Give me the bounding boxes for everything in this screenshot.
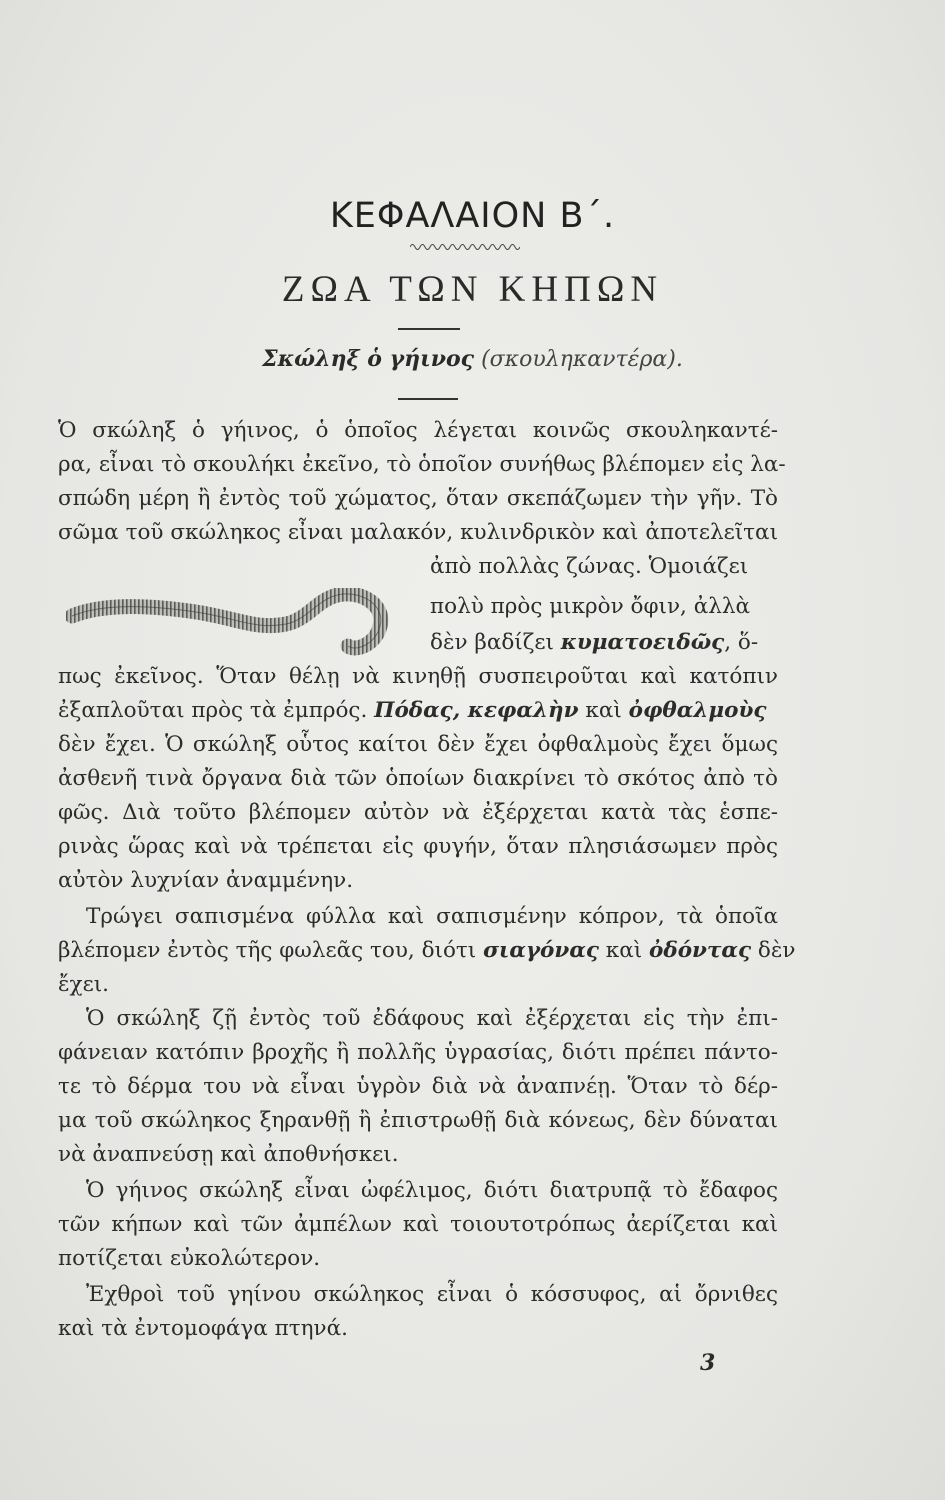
text-line-13: ρινὰς ὥρας καὶ νὰ τρέπεται εἰς φυγήν, ὅταν πλησιάσωμεν πρὸς [58, 834, 778, 859]
text-line-20: τε τὸ δέρμα του νὰ εἶναι ὑγρὸν διὰ νὰ ἀναπνέῃ. Ὅταν τὸ δέρ- [58, 1074, 778, 1099]
text-line-21: μα τοῦ σκώληκος ξηρανθῇ ἢ ἐπιστρωθῇ διὰ κόνεως, δὲν δύναται [58, 1108, 778, 1133]
section-title: ΖΩΑ ΤΩΝ ΚΗΠΩΝ [281, 269, 664, 310]
text-line-11: ἀσθενῆ τινὰ ὄργανα διὰ τῶν ὁποίων διακρίνει τὸ σκότος ἀπὸ τὸ [58, 766, 778, 791]
text-line-16 [58, 938, 795, 963]
text-segment: ἐξαπλοῦται πρὸς τὰ ἐμπρός. [58, 698, 375, 723]
text-line-10: δὲν ἔχει. Ὁ σκώληξ οὗτος καίτοι δὲν ἔχει ὀφθαλμοὺς ἔχει ὅμως [58, 732, 778, 757]
subtitle-rule [398, 398, 458, 400]
text-segment: δὲν [751, 938, 796, 963]
emphasis-text: ὀδόντας [649, 938, 752, 963]
wavy-ornament [410, 242, 520, 252]
text-line-3: σπώδη μέρη ἢ ἐντὸς τοῦ χώματος, ὅταν σκεπάζωμεν τὴν γῆν. Τὸ [58, 486, 778, 511]
text-segment: βλέπομεν ἐντὸς τῆς φωλεᾶς του, διότι [58, 938, 484, 963]
text-line-22: νὰ ἀναπνεύσῃ καὶ ἀποθνήσκει. [58, 1142, 399, 1167]
subsection-heading [0, 346, 945, 372]
emphasis-text: σιαγόνας [483, 938, 599, 963]
text-line-25: ποτίζεται εὐκολώτερον. [58, 1246, 321, 1271]
text-segment: καὶ [598, 938, 650, 963]
text-line-2: ρα, εἶναι τὸ σκουλήκι ἐκεῖνο, τὸ ὁποῖον συνήθως βλέπομεν εἰς λα- [58, 452, 786, 477]
text-line-15: Τρώγει σαπισμένα φύλλα καὶ σαπισμένην κόπρον, τὰ ὁποῖα [86, 904, 778, 929]
text-line-19: φάνειαν κατόπιν βροχῆς ἢ πολλῆς ὑγρασίας, διότι πρέπει πάντο- [58, 1040, 778, 1065]
text-line-8: πως ἐκεῖνος. Ὅταν θέλῃ νὰ κινηθῇ συσπειροῦται καὶ κατόπιν [58, 664, 778, 689]
page-number: 3 [700, 1350, 716, 1376]
text-line-14: αὐτὸν λυχνίαν ἀναμμένην. [58, 868, 354, 893]
emphasis-text: ὀφθαλμοὺς [628, 698, 767, 723]
emphasis-text: Πόδας, κεφαλὴν [374, 698, 579, 723]
text-segment: καὶ [578, 698, 629, 723]
text-line-26: Ἐχθροὶ τοῦ γηίνου σκώληκος εἶναι ὁ κόσσυφος, αἱ ὄρνιθες [86, 1282, 778, 1307]
text-line-9 [58, 698, 766, 723]
text-line-18: Ὁ σκώληξ ζῇ ἐντὸς τοῦ ἐδάφους καὶ ἐξέρχεται εἰς τὴν ἐπι- [86, 1006, 778, 1031]
text-line-23: Ὁ γήινος σκώληξ εἶναι ὠφέλιμος, διότι διατρυπᾷ τὸ ἔδαφος [86, 1178, 778, 1203]
species-name: Σκώληξ ὁ γήινος [262, 346, 475, 372]
text-line-17: ἔχει. [58, 972, 109, 997]
text-line-7 [430, 630, 758, 655]
title-rule [398, 328, 460, 330]
chapter-heading: ΚΕΦΑΛΑΙΟΝ Β΄. [329, 196, 616, 236]
text-line-5: ἀπὸ πολλὰς ζώνας. Ὁμοιάζει [430, 554, 749, 579]
text-segment: , ὅ- [724, 630, 759, 655]
text-line-27: καὶ τὰ ἐντομοφάγα πτηνά. [58, 1316, 348, 1341]
earthworm-illustration [66, 588, 396, 658]
text-line-1: Ὁ σκώληξ ὁ γήινος, ὁ ὁποῖος λέγεται κοινῶς σκουληκαντέ- [58, 418, 778, 443]
text-segment: δὲν βαδίζει [430, 630, 561, 655]
emphasis-text: κυματοειδῶς [560, 630, 725, 655]
text-line-24: τῶν κήπων καὶ τῶν ἀμπέλων καὶ τοιουτοτρόπως ἀερίζεται καὶ [58, 1212, 778, 1237]
text-line-4: σῶμα τοῦ σκώληκος εἶναι μαλακόν, κυλινδρικὸν καὶ ἀποτελεῖται [58, 520, 778, 545]
common-name: (σκουληκαντέρα). [481, 347, 683, 372]
text-line-6: πολὺ πρὸς μικρὸν ὄφιν, ἀλλὰ [430, 594, 750, 619]
text-line-12: φῶς. Διὰ τοῦτο βλέπομεν αὐτὸν νὰ ἐξέρχεται κατὰ τὰς ἑσπε- [58, 800, 778, 825]
